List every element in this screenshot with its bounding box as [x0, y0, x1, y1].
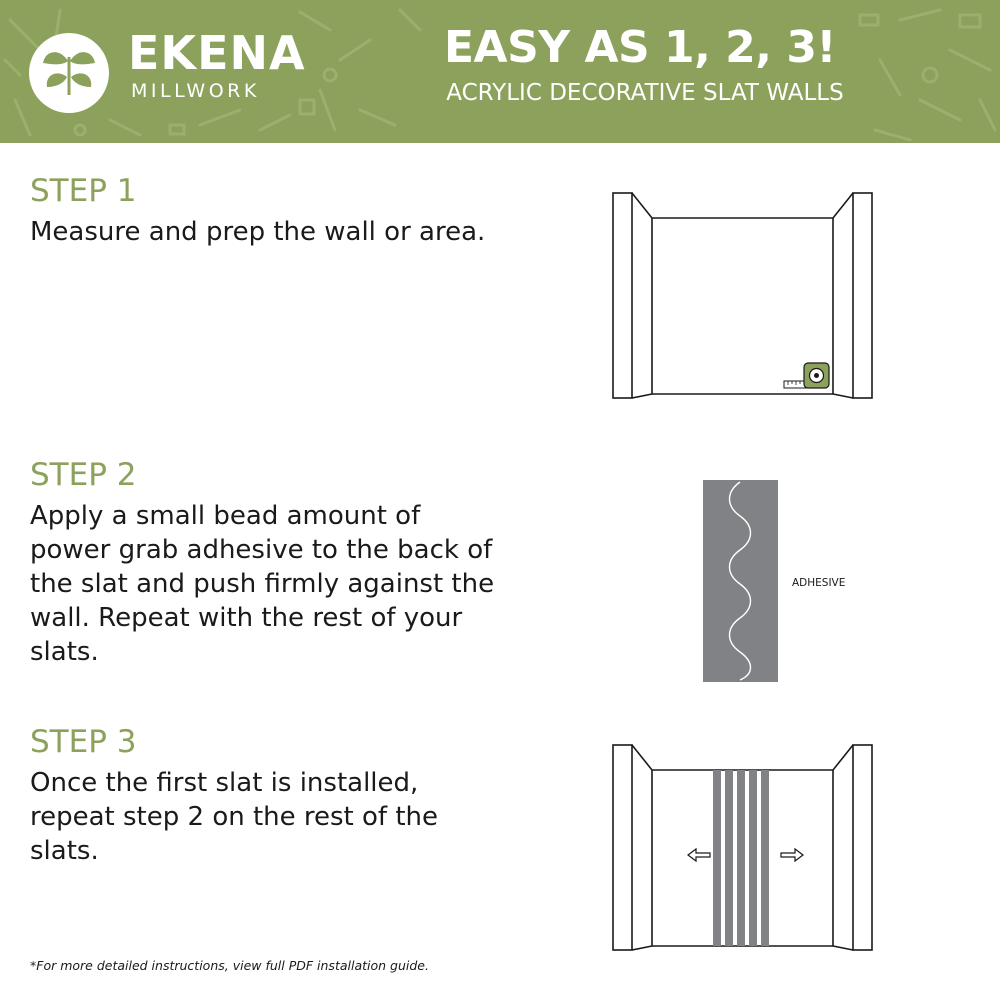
leaf-icon — [29, 33, 109, 113]
step-title: STEP 1 — [30, 173, 137, 209]
page-title: EASY AS 1, 2, 3! — [443, 22, 837, 73]
wall-slats-illustration — [610, 742, 875, 954]
wall-measure-illustration — [610, 190, 875, 402]
step-title: STEP 3 — [30, 724, 137, 760]
step-description: Apply a small bead amount of power grab adhesive to the back of the slat and push firmly against the wall. Repeat with the rest of your slats. — [30, 501, 495, 667]
brand-name: EKENA — [128, 26, 306, 80]
step-1 — [30, 173, 500, 249]
footnote: *For more detailed instructions, view full PDF installation guide. — [30, 958, 429, 973]
step-3 — [30, 724, 500, 868]
step-description: Once the first slat is installed, repeat step 2 on the rest of the slats. — [30, 768, 439, 866]
slat-adhesive-illustration — [700, 478, 860, 684]
tape-measure-icon — [784, 363, 829, 388]
page-subtitle: ACRYLIC DECORATIVE SLAT WALLS — [446, 80, 844, 106]
step-description: Measure and prep the wall or area. — [30, 217, 486, 247]
arrow-right-icon — [781, 849, 803, 861]
brand-logo — [29, 33, 109, 113]
arrow-left-icon — [688, 849, 710, 861]
step-title: STEP 2 — [30, 457, 137, 493]
step-2 — [30, 457, 500, 669]
brand-subtitle: MILLWORK — [131, 80, 260, 102]
adhesive-label: ADHESIVE — [792, 577, 846, 589]
installed-slats — [713, 770, 769, 946]
header-banner — [0, 0, 1000, 143]
